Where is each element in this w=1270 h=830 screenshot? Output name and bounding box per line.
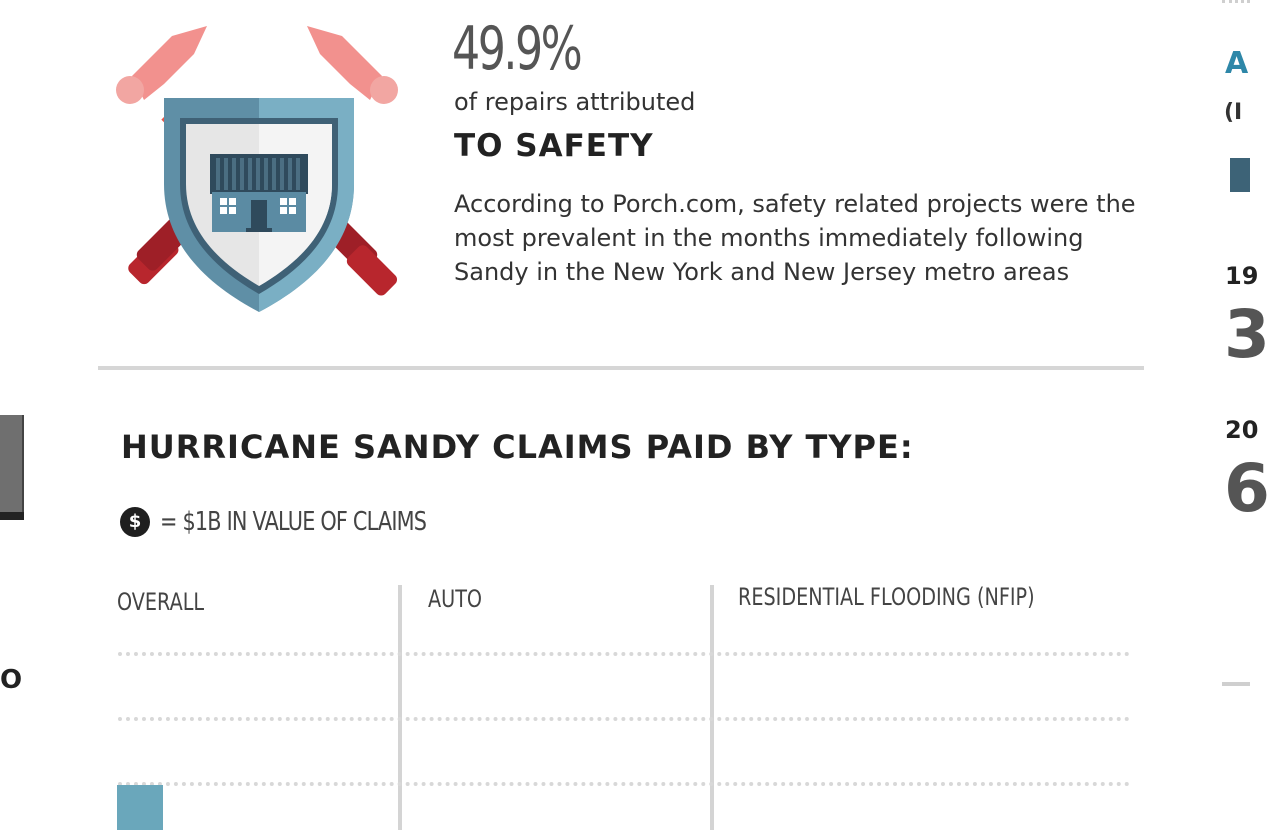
- grid-line: [118, 782, 1130, 786]
- right-partial-year-2: 20: [1225, 416, 1259, 444]
- column-divider: [398, 585, 402, 830]
- right-partial-divider: [1222, 682, 1250, 686]
- grid-line: [118, 717, 1130, 721]
- shield-hammers-icon: [112, 14, 402, 314]
- stat-percentage: 49.9%: [452, 14, 581, 84]
- left-partial-graphic-base: [0, 512, 24, 520]
- left-partial-graphic: [0, 415, 24, 520]
- right-partial-year-1: 19: [1225, 262, 1259, 290]
- column-label-overall: OVERALL: [117, 588, 205, 616]
- overall-bar: [117, 785, 163, 830]
- stat-heading: TO SAFETY: [454, 128, 654, 164]
- right-partial-note: (I: [1224, 100, 1243, 125]
- column-label-flooding: RESIDENTIAL FLOODING (NFIP): [738, 583, 1035, 611]
- stat-description: According to Porch.com, safety related projects were the most prevalent in the months immediately following Sandy in the New York and New Jersey metro areas: [454, 190, 1136, 286]
- right-partial-value-1: 3: [1224, 296, 1270, 373]
- claims-title: HURRICANE SANDY CLAIMS PAID BY TYPE:: [121, 428, 914, 466]
- right-partial-building-icon: [1230, 158, 1250, 192]
- right-partial-value-2: 6: [1224, 450, 1270, 527]
- right-partial-heading: A: [1225, 46, 1249, 81]
- legend-text: = $1B IN VALUE OF CLAIMS: [160, 507, 427, 537]
- house-icon: [210, 154, 308, 232]
- column-divider: [710, 585, 714, 830]
- grid-line: [118, 652, 1130, 656]
- right-dotted-rule: [1222, 0, 1250, 11]
- dollar-coin-icon: $: [120, 507, 150, 537]
- section-divider: [98, 366, 1144, 370]
- left-partial-text: O: [0, 665, 23, 695]
- stat-subtitle: of repairs attributed: [454, 88, 696, 116]
- column-label-auto: AUTO: [428, 585, 483, 613]
